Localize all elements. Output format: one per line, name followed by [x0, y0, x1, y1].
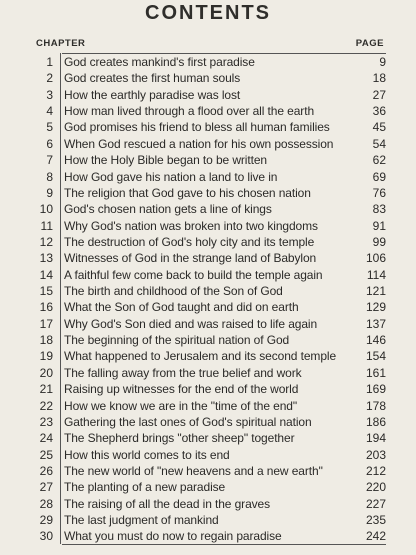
chapter-number: 14	[39, 267, 53, 282]
chapter-page-number: 220	[365, 480, 386, 495]
chapter-title: Why God's nation was broken into two kingdoms	[64, 218, 318, 233]
chapter-number: 11	[40, 218, 53, 233]
chapter-row	[0, 316, 416, 332]
chapter-title: The Shepherd brings "other sheep" together	[64, 431, 295, 446]
chapter-row	[0, 87, 416, 103]
chapter-title: How the Holy Bible began to be written	[64, 153, 267, 168]
chapter-title: The beginning of the spiritual nation of God	[64, 333, 290, 348]
chapter-number: 28	[39, 496, 53, 511]
chapter-row	[0, 136, 416, 152]
chapter-number: 10	[39, 202, 53, 217]
chapter-row	[0, 54, 416, 70]
chapter-number: 12	[39, 234, 53, 249]
chapter-title: Witnesses of God in the strange land of Babylon	[64, 251, 317, 266]
chapter-title: God promises his friend to bless all human families	[64, 120, 330, 135]
chapter-title: What you must do now to regain paradise	[64, 529, 282, 544]
chapter-number: 6	[46, 136, 53, 151]
chapter-row	[0, 250, 416, 266]
chapter-row	[0, 169, 416, 185]
chapter-row	[0, 103, 416, 119]
chapter-row	[0, 447, 416, 463]
chapter-number: 29	[39, 513, 53, 528]
chapter-row	[0, 463, 416, 479]
chapter-title: How God gave his nation a land to live in	[64, 169, 278, 184]
chapter-number: 7	[46, 153, 53, 168]
chapter-number: 8	[46, 169, 53, 184]
chapter-title: The falling away from the true belief and work	[64, 365, 302, 380]
chapter-title: How the earthly paradise was lost	[64, 87, 241, 102]
chapter-page-number: 194	[365, 431, 386, 446]
chapter-row	[0, 332, 416, 348]
chapter-row	[0, 267, 416, 283]
chapter-row	[0, 185, 416, 201]
chapter-page-number: 114	[366, 267, 386, 282]
chapter-number: 16	[39, 300, 53, 315]
chapter-column-header: CHAPTER	[36, 38, 86, 49]
chapter-row	[0, 512, 416, 528]
chapter-page-number: 45	[372, 120, 386, 135]
chapter-page-number: 169	[365, 382, 386, 397]
chapter-row	[0, 218, 416, 234]
page-column-header: PAGE	[355, 38, 384, 49]
chapter-number: 23	[39, 414, 53, 429]
chapter-title: The new world of "new heavens and a new earth"	[64, 463, 323, 478]
chapter-page-number: 106	[365, 251, 386, 266]
chapter-page-number: 121	[365, 284, 386, 299]
bottom-rule	[62, 544, 386, 545]
chapter-page-number: 54	[372, 136, 386, 151]
chapter-page-number: 235	[365, 513, 386, 528]
chapter-title: When God rescued a nation for his own possession	[64, 136, 334, 151]
chapter-row	[0, 70, 416, 86]
chapter-number: 18	[39, 333, 53, 348]
chapter-number: 20	[39, 365, 53, 380]
chapter-number: 2	[46, 71, 53, 86]
chapter-page-number: 212	[365, 463, 386, 478]
chapter-title: God creates mankind's first paradise	[64, 55, 255, 69]
chapter-row	[0, 348, 416, 364]
chapter-page-number: 137	[365, 316, 386, 331]
chapter-page-number: 161	[365, 365, 386, 380]
chapter-page-number: 129	[365, 300, 386, 315]
chapter-title: Gathering the last ones of God's spiritual nation	[64, 414, 312, 429]
chapter-page-number: 76	[372, 185, 386, 200]
chapter-row	[0, 119, 416, 135]
chapter-title: Why God's Son died and was raised to life again	[64, 316, 318, 331]
chapter-page-number: 146	[365, 333, 386, 348]
chapter-title: How this world comes to its end	[64, 447, 230, 462]
chapter-page-number: 186	[365, 414, 386, 429]
page-title: CONTENTS	[145, 2, 271, 24]
chapter-page-number: 9	[379, 55, 386, 69]
chapter-title: God creates the first human souls	[64, 71, 241, 86]
chapter-title: How we know we are in the "time of the end"	[64, 398, 298, 413]
chapter-row	[0, 414, 416, 430]
chapter-title: What the Son of God taught and did on earth	[64, 300, 299, 315]
chapter-number: 21	[39, 382, 53, 397]
chapter-number: 4	[46, 104, 53, 119]
chapter-row	[0, 430, 416, 446]
chapter-title: How man lived through a flood over all the earth	[64, 104, 315, 119]
chapter-number: 30	[39, 529, 53, 544]
chapter-title: The religion that God gave to his chosen nation	[64, 185, 311, 200]
chapter-page-number: 18	[372, 71, 386, 86]
chapter-page-number: 83	[372, 202, 386, 217]
chapter-row	[0, 201, 416, 217]
chapter-number: 27	[39, 480, 53, 495]
chapter-page-number: 27	[372, 87, 386, 102]
chapter-page-number: 36	[372, 104, 386, 119]
chapter-number: 22	[39, 398, 53, 413]
chapter-title: Raising up witnesses for the end of the world	[64, 382, 299, 397]
chapter-number: 15	[39, 284, 53, 299]
chapter-title: The destruction of God's holy city and its temple	[64, 234, 315, 249]
chapter-number: 1	[46, 55, 53, 69]
chapter-title: The planting of a new paradise	[64, 480, 226, 495]
chapter-page-number: 203	[365, 447, 386, 462]
chapter-title: A faithful few come back to build the temple again	[64, 267, 323, 282]
chapter-page-number: 178	[365, 398, 386, 413]
chapter-row	[0, 234, 416, 250]
chapter-number: 19	[39, 349, 53, 364]
chapter-page-number: 242	[365, 529, 386, 544]
chapter-page-number: 154	[365, 349, 386, 364]
chapter-number: 17	[39, 316, 53, 331]
chapter-title: God's chosen nation gets a line of kings	[64, 202, 272, 217]
chapter-title: The raising of all the dead in the graves	[64, 496, 271, 511]
chapter-page-number: 62	[372, 153, 386, 168]
chapter-page-number: 69	[372, 169, 386, 184]
chapter-row	[0, 365, 416, 381]
chapter-number: 3	[46, 87, 53, 102]
chapter-row	[0, 528, 416, 544]
chapter-title: What happened to Jerusalem and its second temple	[64, 349, 337, 364]
chapter-number: 9	[46, 185, 53, 200]
chapter-number: 24	[39, 431, 53, 446]
chapter-row	[0, 398, 416, 414]
chapter-page-number: 227	[365, 496, 386, 511]
chapter-row	[0, 496, 416, 512]
chapter-row	[0, 299, 416, 315]
chapter-page-number: 91	[372, 218, 386, 233]
chapter-list	[0, 54, 416, 545]
chapter-title: The birth and childhood of the Son of God	[64, 284, 283, 299]
chapter-number: 5	[46, 120, 53, 135]
chapter-title: The last judgment of mankind	[64, 513, 219, 528]
chapter-row	[0, 152, 416, 168]
chapter-row	[0, 283, 416, 299]
chapter-row	[0, 479, 416, 495]
chapter-number: 25	[39, 447, 53, 462]
chapter-number: 26	[39, 463, 53, 478]
chapter-number: 13	[39, 251, 53, 266]
chapter-page-number: 99	[372, 234, 386, 249]
chapter-row	[0, 381, 416, 397]
